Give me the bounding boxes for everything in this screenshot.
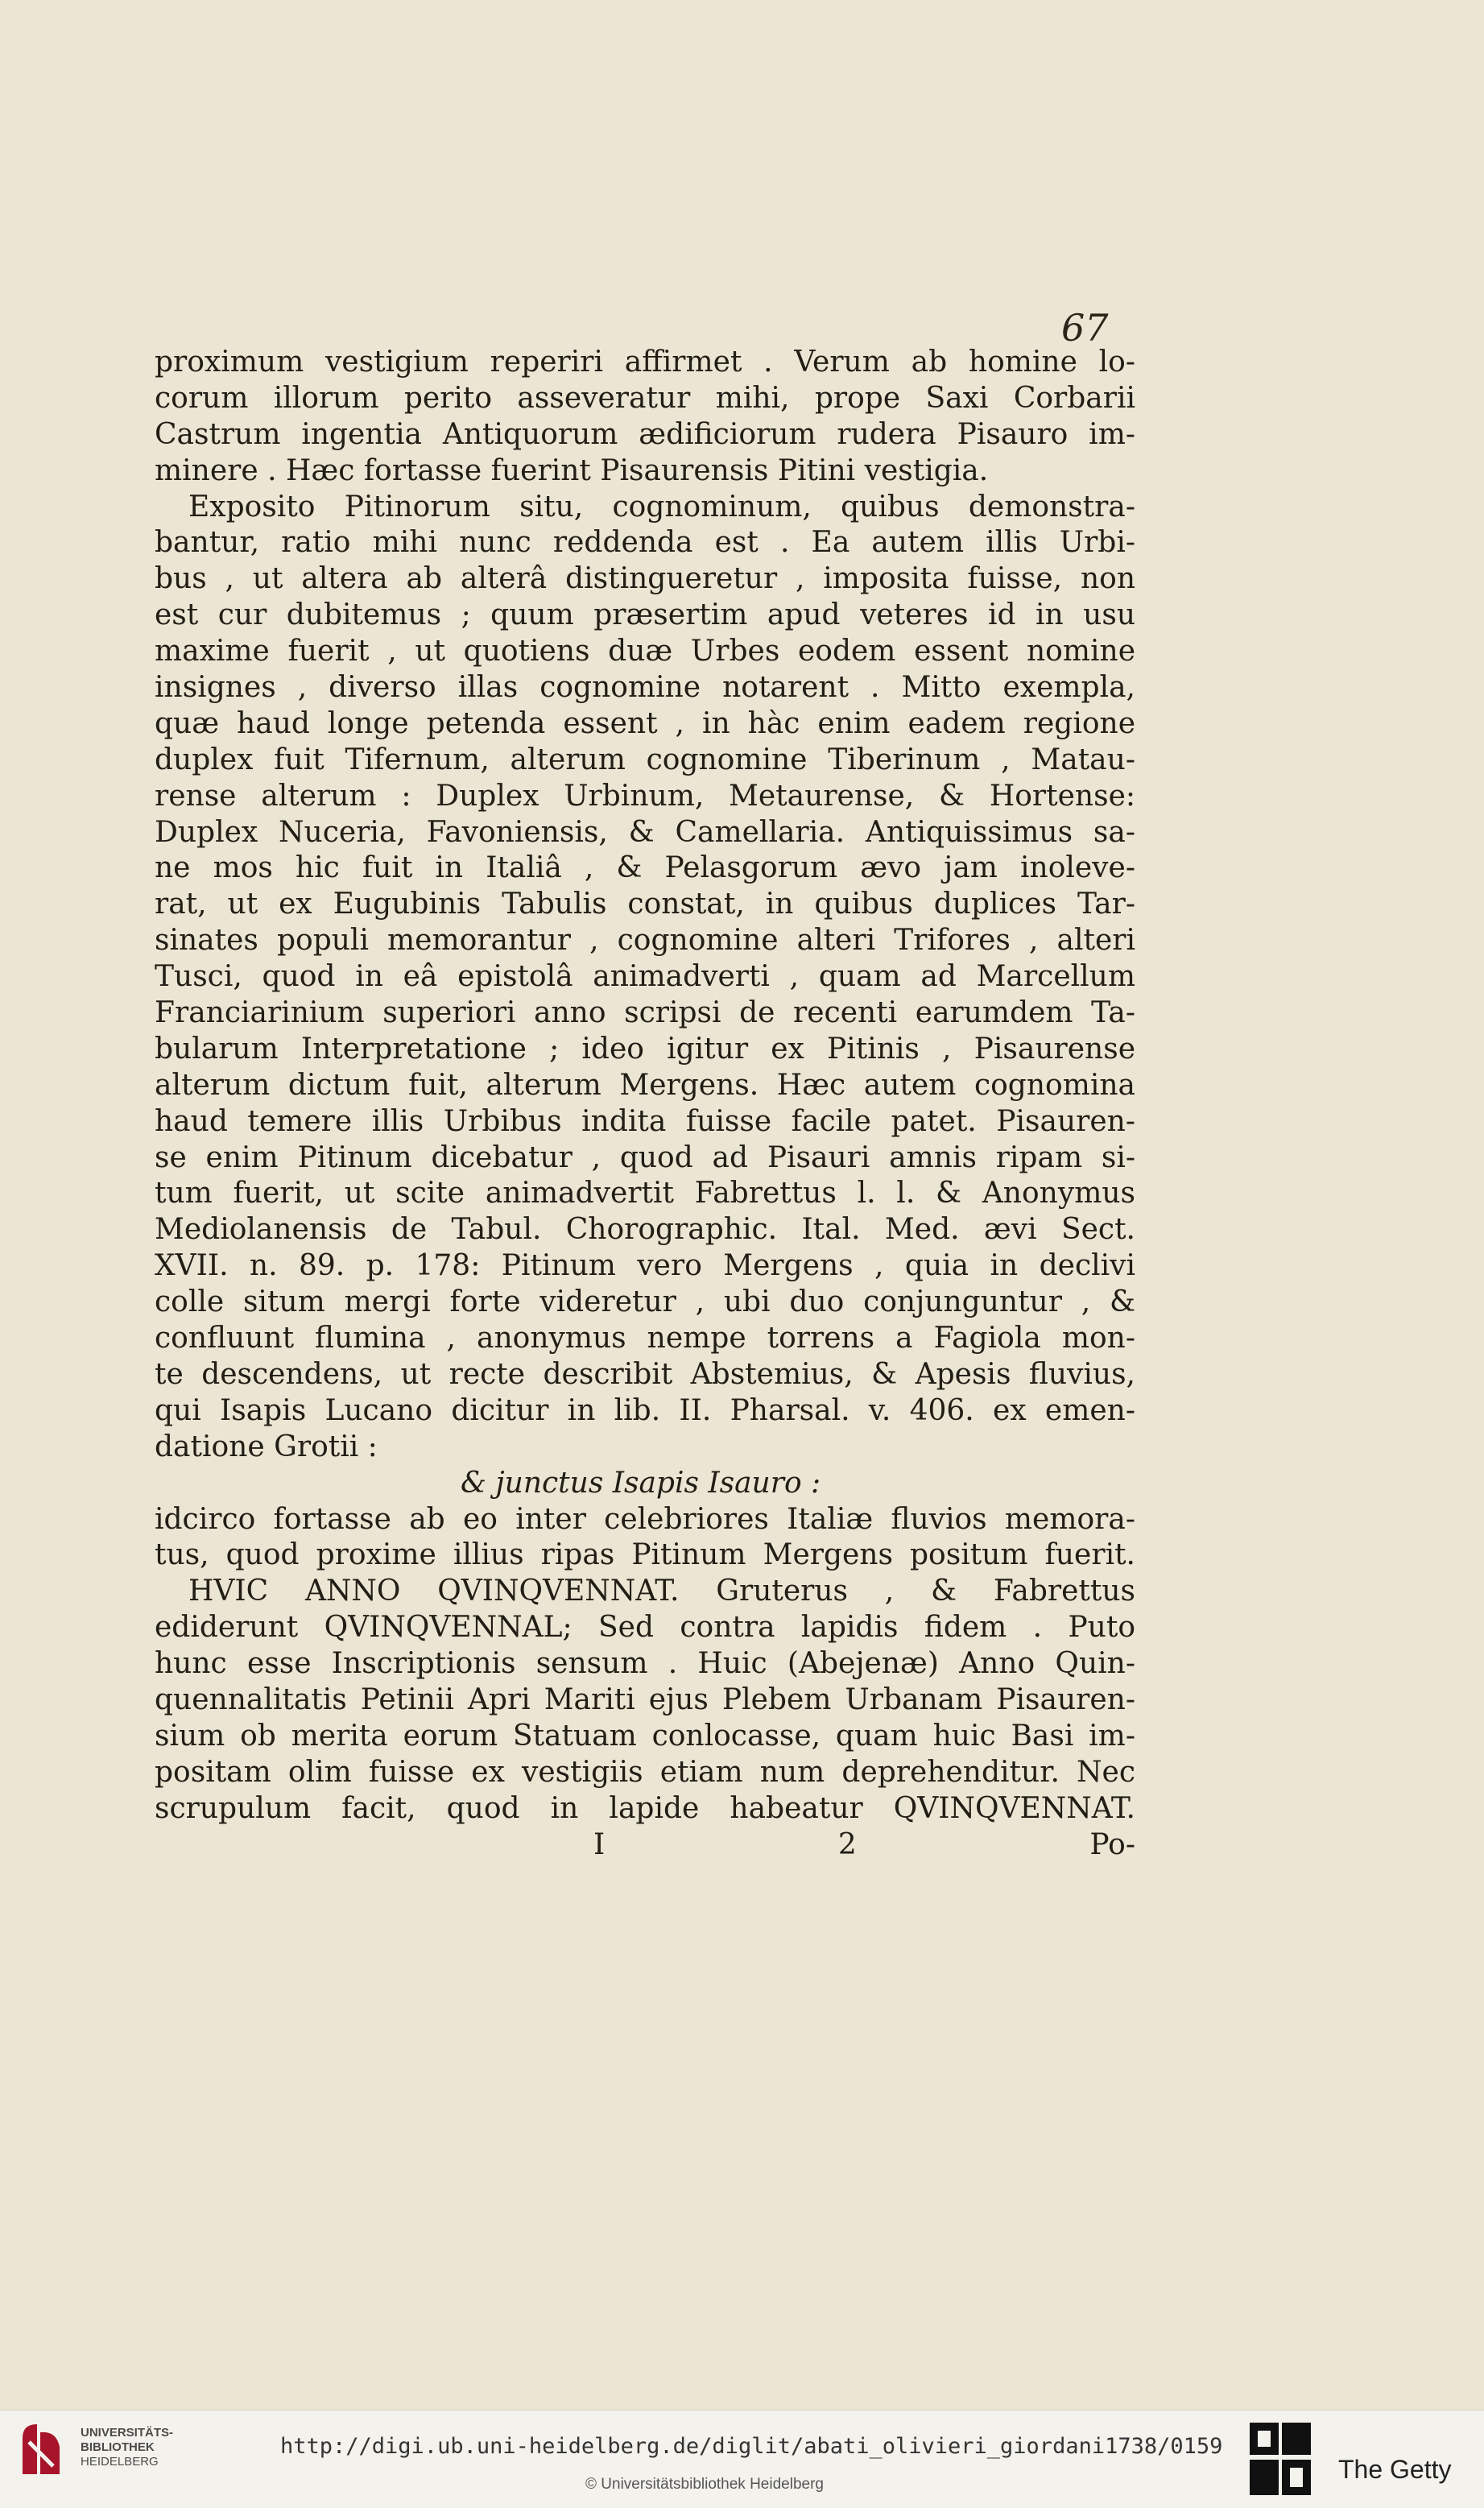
text-line: Mediolanensis de Tabul. Chorographic. Ital. Med. ævi Sect. — [155, 1213, 1135, 1247]
signature-catchword-line: I 2 Po- — [593, 1827, 1135, 1861]
text-line: quæ haud longe petenda essent , in hàc enim eadem regione — [155, 706, 1135, 740]
permalink-url[interactable]: http://digi.ub.uni-heidelberg.de/diglit/abati_olivieri_giordani1738/0159 — [280, 2434, 1223, 2459]
text-line: minere . Hæc fortasse fuerint Pisaurensis Pitini vestigia. — [155, 453, 989, 487]
text-line: duplex fuit Tifernum, alterum cognomine Tiberinum , Matau- — [155, 743, 1135, 776]
text-line: bus , ut altera ab alterâ distingueretur , imposita fuisse, non — [155, 562, 1135, 596]
text-line: bularum Interpretatione ; ideo igitur ex Pitinis , Pisaurense — [155, 1032, 1135, 1066]
latin-text-block — [155, 345, 1135, 1863]
text-line: rense alterum : Duplex Urbinum, Metaurense, & Hortense: — [155, 779, 1135, 813]
text-line: rat, ut ex Eugubinis Tabulis constat, in quibus duplices Tar- — [155, 888, 1135, 921]
text-line: idcirco fortasse ab eo inter celebriores Italiæ fluvios memora- — [155, 1502, 1135, 1536]
text-line: proximum vestigium reperiri affirmet . Verum ab homine lo- — [155, 346, 1135, 379]
page-number: 67 — [1061, 306, 1109, 350]
text-line: insignes , diverso illas cognomine notarent . Mitto exempla, — [155, 671, 1135, 705]
text-line: haud temere illis Urbibus indita fuisse facile patet. Pisauren- — [155, 1104, 1135, 1138]
text-line: qui Isapis Lucano dicitur in lib. II. Pharsal. v. 406. ex emen- — [155, 1393, 1135, 1427]
text-line: ediderunt QVINQVENNAL; Sed contra lapidis fidem . Puto — [155, 1611, 1135, 1645]
text-line: bantur, ratio mihi nunc reddenda est . Ea autem illis Urbi- — [155, 526, 1135, 560]
text-line: confluunt flumina , anonymus nempe torrens a Fagiola mon- — [155, 1322, 1135, 1355]
getty-logo-icon — [1246, 2419, 1314, 2498]
text-line: alterum dictum fuit, alterum Mergens. Hæc autem cognomina — [155, 1068, 1135, 1102]
text-line: scrupulum facit, quod in lapide habeatur QVINQVENNAT. — [155, 1791, 1135, 1825]
text-line: te descendens, ut recte describit Abstemius, & Apesis fluvius, — [155, 1357, 1135, 1391]
text-line: sinates populi memorantur , cognomine alteri Trifores , alteri — [155, 924, 1135, 958]
verse-quote: & junctus Isapis Isauro : — [461, 1466, 821, 1500]
text-line: ne mos hic fuit in Italiâ , & Pelasgorum ævo jam inoleve- — [155, 851, 1135, 885]
text-line: colle situm mergi forte videretur , ubi duo conjunguntur , & — [155, 1285, 1135, 1319]
heidelberg-library-logo-icon — [14, 2418, 71, 2482]
text-line: tus, quod proxime illius ripas Pitinum Mergens positum fuerit. — [155, 1538, 1135, 1572]
text-line: sium ob merita eorum Statuam conlocasse, quam huic Basi im- — [155, 1719, 1135, 1753]
text-line: tum fuerit, ut scite animadvertit Fabrettus l. l. & Anonymus — [155, 1177, 1135, 1211]
text-line: Exposito Pitinorum situ, cognominum, quibus demonstra- — [188, 490, 1135, 524]
text-line: se enim Pitinum dicebatur , quod ad Pisauri amnis ripam si- — [155, 1140, 1135, 1174]
text-line: hunc esse Inscriptionis sensum . Huic (Abejenæ) Anno Quin- — [155, 1647, 1135, 1681]
text-line: Franciarinium superiori anno scripsi de recenti earumdem Ta- — [155, 996, 1135, 1030]
text-line: corum illorum perito asseveratur mihi, prope Saxi Corbarii — [155, 381, 1135, 415]
text-line: maxime fuerit , ut quotiens duæ Urbes eodem essent nomine — [155, 635, 1135, 668]
text-line: Castrum ingentia Antiquorum ædificiorum rudera Pisauro im- — [155, 417, 1135, 451]
text-line: est cur dubitemus ; quum præsertim apud veteres id in usu — [155, 598, 1135, 632]
library-name: UNIVERSITÄTS- BIBLIOTHEK HEIDELBERG — [81, 2426, 174, 2469]
text-line: datione Grotii : — [155, 1430, 378, 1463]
text-line: XVII. n. 89. p. 178: Pitinum vero Mergens , quia in declivi — [155, 1249, 1135, 1283]
text-line: Duplex Nuceria, Favoniensis, & Camellaria. Antiquissimus sa- — [155, 815, 1135, 849]
copyright-notice: © Universitätsbibliothek Heidelberg — [585, 2476, 824, 2493]
text-line: HVIC ANNO QVINQVENNAT. Gruterus , & Fabrettus — [188, 1575, 1135, 1608]
partner-name: The Getty — [1338, 2455, 1452, 2484]
text-line: quennalitatis Petinii Apri Mariti ejus Plebem Urbanam Pisauren- — [155, 1682, 1135, 1716]
text-line: positam olim fuisse ex vestigiis etiam num deprehenditur. Nec — [155, 1755, 1135, 1789]
text-line: Tusci, quod in eâ epistolâ animadverti , quam ad Marcellum — [155, 960, 1135, 994]
